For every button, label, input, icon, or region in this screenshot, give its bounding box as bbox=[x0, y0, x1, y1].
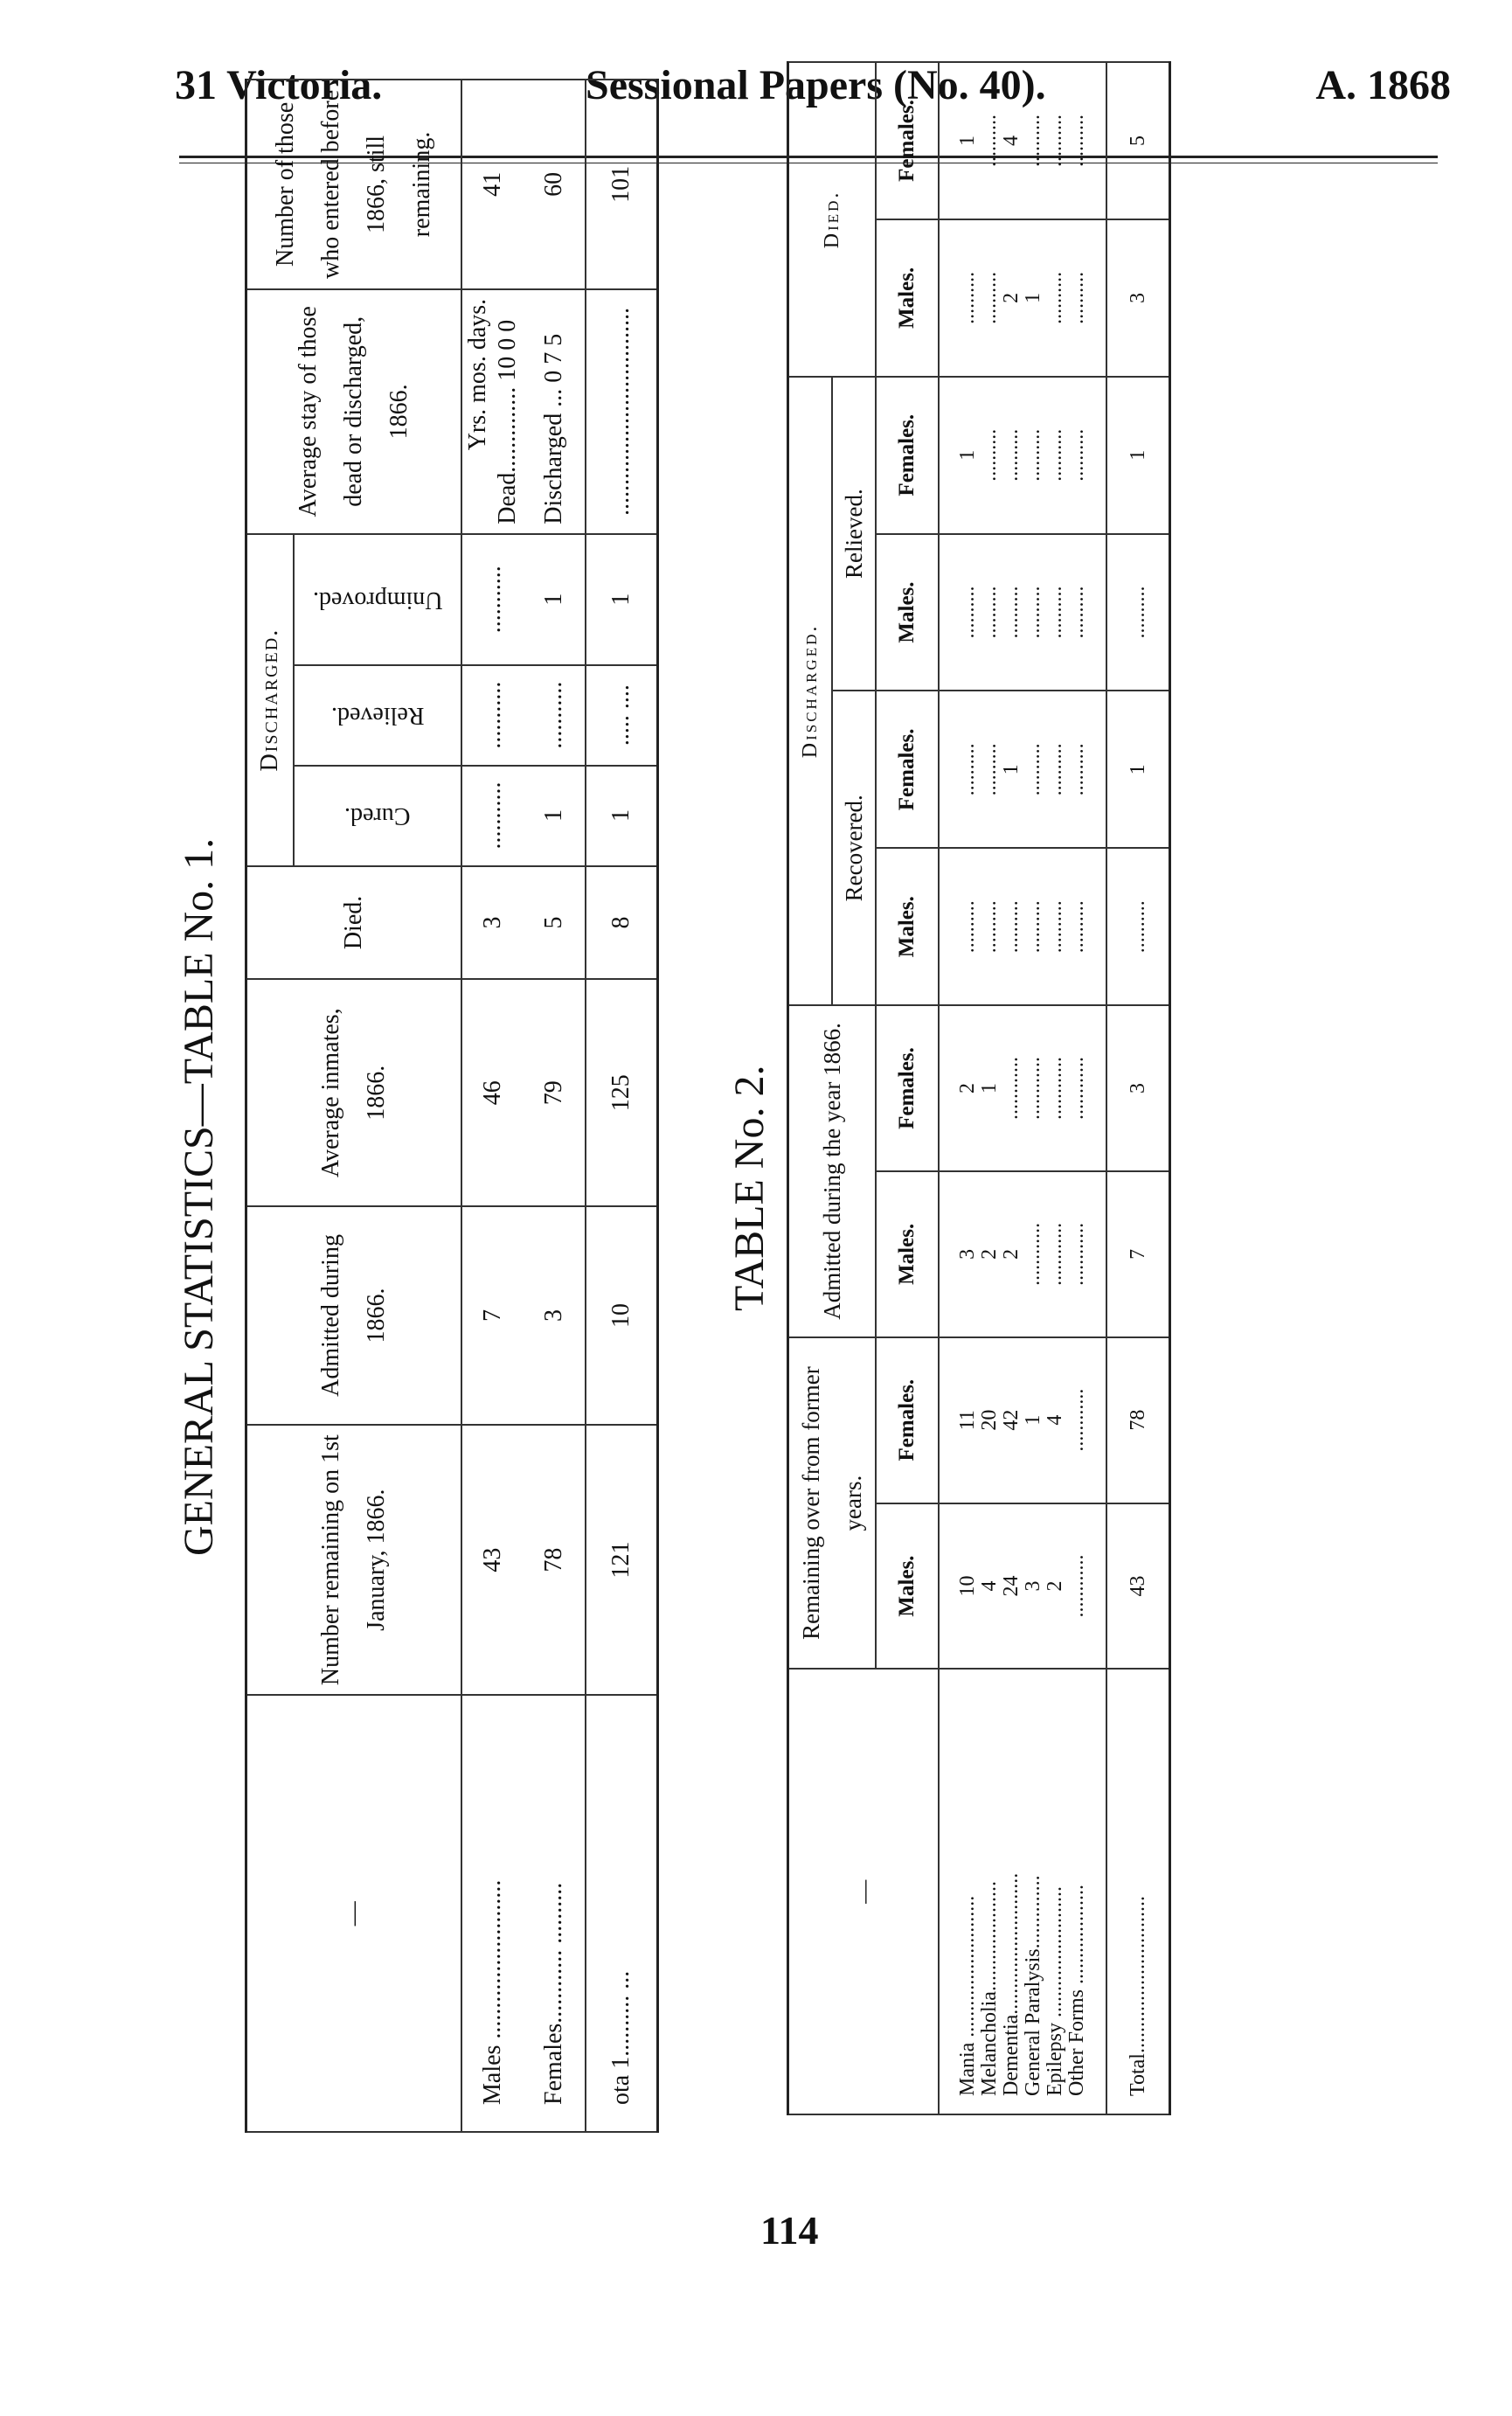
t2-cell: .......... bbox=[979, 219, 1001, 377]
t1-head-relieved-cell bbox=[294, 665, 461, 766]
t2-row-label: Other Forms ................... bbox=[1066, 1669, 1106, 2114]
t2-cell: 43 bbox=[1106, 1503, 1170, 1670]
t2-cell: 20 bbox=[979, 1337, 1001, 1503]
t2-cell: ............ bbox=[1001, 1005, 1023, 1171]
t1-head-unimproved-cell bbox=[294, 534, 461, 665]
t2-cell: 1 bbox=[939, 377, 979, 534]
t2-cell: .......... bbox=[979, 848, 1001, 1005]
t1-cell: 1 bbox=[586, 534, 658, 665]
t1-head-unimproved: Unimproved. bbox=[312, 586, 443, 614]
t2-cell: .......... bbox=[1044, 219, 1066, 377]
t2-cell: .......... bbox=[1044, 534, 1066, 691]
t1-cell: 60 bbox=[524, 80, 586, 289]
t2-cell: ............ bbox=[1023, 1005, 1044, 1171]
t2-head-dash: — bbox=[788, 1669, 940, 2114]
t2-cell: 1 bbox=[1001, 691, 1023, 848]
t2-cell: .......... bbox=[939, 219, 979, 377]
t1-cell bbox=[461, 289, 524, 534]
t1-cell: 5 bbox=[524, 866, 586, 980]
t1-cell: 7 bbox=[461, 1206, 524, 1425]
t1-head-discharged: Discharged. bbox=[246, 534, 295, 866]
t2-cell: 4 bbox=[979, 1503, 1001, 1670]
t1-cell: ........... bbox=[461, 665, 524, 766]
t2-head-females: Females. bbox=[876, 62, 939, 219]
t2-head-males: Males. bbox=[876, 1503, 939, 1670]
t2-cell: .......... bbox=[1023, 62, 1044, 219]
t2-cell: 2 bbox=[939, 1005, 979, 1171]
t2-cell: ............ bbox=[1044, 1171, 1066, 1337]
t2-row-label: General Paralysis.............. bbox=[1023, 1669, 1044, 2114]
t1-row-label: Males .......................... bbox=[461, 1696, 524, 2133]
t2-cell: 3 bbox=[1023, 1503, 1044, 1670]
t2-cell: 1 bbox=[1106, 691, 1170, 848]
t2-head-females: Females. bbox=[876, 1005, 939, 1171]
t2-cell: .......... bbox=[1106, 848, 1170, 1005]
t1-cell: 10 bbox=[586, 1206, 658, 1425]
t2-row-label: Melancholia..................... bbox=[979, 1669, 1001, 2114]
t2-cell: ............ bbox=[1023, 1171, 1044, 1337]
table1 bbox=[245, 79, 659, 2133]
t2-head-males: Males. bbox=[876, 534, 939, 691]
t2-cell: .......... bbox=[1066, 219, 1106, 377]
t1-cell: 101 bbox=[586, 80, 658, 289]
table2 bbox=[787, 61, 1171, 2115]
t2-cell: .......... bbox=[979, 377, 1001, 534]
table-row bbox=[1001, 62, 1023, 2114]
t2-cell: .......... bbox=[1023, 691, 1044, 848]
t1-stay-header: Yrs. mos. days. bbox=[464, 298, 491, 451]
t2-cell: 10 bbox=[939, 1503, 979, 1670]
t2-row-label: Dementia........................... bbox=[1001, 1669, 1023, 2114]
t2-cell: .......... bbox=[1066, 377, 1106, 534]
t1-cell: ........... bbox=[524, 665, 586, 766]
t2-cell: ............ bbox=[1044, 1005, 1066, 1171]
header-right: A. 1868 bbox=[1315, 62, 1451, 108]
t1-cell: Discharged ... 0 7 5 bbox=[524, 289, 586, 534]
t2-cell: .......... bbox=[979, 691, 1001, 848]
t1-head-remaining: Number remaining on 1st January, 1866. bbox=[246, 1425, 462, 1696]
table-row bbox=[524, 80, 586, 2132]
t2-cell: .......... bbox=[1023, 848, 1044, 1005]
t2-row-label: Mania ........................... bbox=[939, 1669, 979, 2114]
t2-cell: 3 bbox=[939, 1171, 979, 1337]
table-row bbox=[939, 62, 979, 2114]
t1-head-died: Died. bbox=[246, 866, 462, 980]
t2-cell: ............ bbox=[1066, 1171, 1106, 1337]
t2-cell: .......... bbox=[1001, 377, 1023, 534]
t2-cell: .......... bbox=[939, 691, 979, 848]
t2-cell: .......... bbox=[1066, 62, 1106, 219]
t2-head-admitted: Admitted during the year 1866. bbox=[788, 1005, 877, 1337]
t2-cell: 5 bbox=[1106, 62, 1170, 219]
t2-cell: 2 bbox=[979, 1171, 1001, 1337]
header-left: 31 Victoria. bbox=[175, 62, 383, 108]
t1-head-still: Number of those who entered before 1866, still remaining. bbox=[246, 80, 462, 289]
t2-cell: .......... bbox=[1044, 62, 1066, 219]
t2-cell: 1 bbox=[939, 62, 979, 219]
t1-cell: 1 bbox=[524, 766, 586, 866]
table1-wrapper bbox=[245, 79, 659, 2133]
table-row bbox=[461, 80, 524, 2132]
t2-cell: .......... bbox=[939, 848, 979, 1005]
t2-cell: ............ bbox=[1066, 1337, 1106, 1503]
t2-head-died: Died. bbox=[788, 62, 877, 377]
t1-cell: ........... bbox=[461, 534, 524, 665]
t2-total-label: Total.............................. bbox=[1106, 1669, 1170, 2114]
t2-body bbox=[939, 62, 1170, 2114]
t2-head-discharged: Discharged. bbox=[788, 377, 833, 1005]
t1-head-admitted: Admitted during 1866. bbox=[246, 1206, 462, 1425]
t2-cell: 7 bbox=[1106, 1171, 1170, 1337]
t2-head-males: Males. bbox=[876, 1171, 939, 1337]
t2-cell: 3 bbox=[1106, 1005, 1170, 1171]
t2-head-females: Females. bbox=[876, 1337, 939, 1503]
t2-head-females: Females. bbox=[876, 377, 939, 534]
t2-head-remaining: Remaining over from former years. bbox=[788, 1337, 877, 1670]
table-row bbox=[1023, 62, 1044, 2114]
t2-cell: .......... bbox=[1001, 534, 1023, 691]
t2-cell: ............ bbox=[1066, 1005, 1106, 1171]
t1-cell: ..... .... bbox=[586, 665, 658, 766]
t2-cell: 24 bbox=[1001, 1503, 1023, 1670]
t1-cell: ........... bbox=[461, 766, 524, 866]
table-row bbox=[1066, 62, 1106, 2114]
t2-cell: 42 bbox=[1001, 1337, 1023, 1503]
t1-head-dash: — bbox=[246, 1696, 462, 2133]
t2-head-males: Males. bbox=[876, 848, 939, 1005]
header-center: Sessional Papers (No. 40). bbox=[586, 62, 1046, 108]
t2-cell: .......... bbox=[1044, 377, 1066, 534]
t1-cell: 46 bbox=[461, 979, 524, 1206]
t1-cell: 1 bbox=[524, 534, 586, 665]
t1-head-cured: Cured. bbox=[344, 802, 411, 830]
t2-cell: 1 bbox=[1106, 377, 1170, 534]
table1-title: GENERAL STATISTICS—TABLE No. 1. bbox=[176, 837, 222, 1556]
t1-cell: .................................. bbox=[586, 289, 658, 534]
table-row bbox=[979, 62, 1001, 2114]
t2-cell: .......... bbox=[979, 534, 1001, 691]
table-total-row bbox=[1106, 62, 1170, 2114]
t2-cell: 2 bbox=[1001, 1171, 1023, 1337]
t2-cell: 78 bbox=[1106, 1337, 1170, 1503]
table-row bbox=[1044, 62, 1066, 2114]
t2-head-males: Males. bbox=[876, 219, 939, 377]
t2-cell: .......... bbox=[939, 534, 979, 691]
t1-cell: 121 bbox=[586, 1425, 658, 1696]
t1-row-label: Females............ .......... bbox=[524, 1696, 586, 2133]
t1-cell: 8 bbox=[586, 866, 658, 980]
t2-cell: .......... bbox=[1044, 691, 1066, 848]
t2-cell: 1 bbox=[1023, 219, 1044, 377]
t2-cell: .......... bbox=[979, 62, 1001, 219]
t1-head-cured-cell bbox=[294, 766, 461, 866]
t2-cell: 1 bbox=[1023, 1337, 1044, 1503]
t1-cell: 79 bbox=[524, 979, 586, 1206]
page-number: 114 bbox=[760, 2208, 819, 2253]
t2-cell: 1 bbox=[979, 1005, 1001, 1171]
t2-cell: 3 bbox=[1106, 219, 1170, 377]
t1-cell: 3 bbox=[524, 1206, 586, 1425]
t2-cell: 4 bbox=[1001, 62, 1023, 219]
t1-cell: 125 bbox=[586, 979, 658, 1206]
t1-cell: 1 bbox=[586, 766, 658, 866]
t1-head-average: Average inmates, 1866. bbox=[246, 979, 462, 1206]
t1-head-stay: Average stay of those dead or discharged, 1866. bbox=[246, 289, 462, 534]
t2-cell: .......... bbox=[1106, 534, 1170, 691]
table2-wrapper bbox=[787, 61, 1171, 2115]
t1-cell: 3 bbox=[461, 866, 524, 980]
t2-cell: 4 bbox=[1044, 1337, 1066, 1503]
t1-stay-dead: Dead.............. 10 0 0 bbox=[494, 319, 521, 524]
t2-cell: .......... bbox=[1066, 534, 1106, 691]
t2-cell: 11 bbox=[939, 1337, 979, 1503]
t1-cell: 78 bbox=[524, 1425, 586, 1696]
t2-row-label: Epilepsy ......................... bbox=[1044, 1669, 1066, 2114]
table2-title: TABLE No. 2. bbox=[726, 1065, 773, 1311]
t2-cell: .......... bbox=[1066, 848, 1106, 1005]
t2-head-recovered: Recovered. bbox=[832, 691, 876, 1005]
t2-head-relieved: Relieved. bbox=[832, 377, 876, 691]
t2-cell: .......... bbox=[1023, 377, 1044, 534]
table-total-row bbox=[586, 80, 658, 2132]
t1-cell: 41 bbox=[461, 80, 524, 289]
t1-total-label: ota 1.......... ... bbox=[586, 1696, 658, 2133]
t2-cell: .......... bbox=[1066, 691, 1106, 848]
t2-cell: .......... bbox=[1044, 848, 1066, 1005]
t2-cell: .......... bbox=[1023, 534, 1044, 691]
t2-cell: 2 bbox=[1001, 219, 1023, 377]
t2-cell: ............ bbox=[1066, 1503, 1106, 1670]
t2-cell: 2 bbox=[1044, 1503, 1066, 1670]
t1-cell: 43 bbox=[461, 1425, 524, 1696]
t2-head-females: Females. bbox=[876, 691, 939, 848]
t1-head-relieved: Relieved. bbox=[330, 702, 425, 730]
t2-cell: .......... bbox=[1001, 848, 1023, 1005]
